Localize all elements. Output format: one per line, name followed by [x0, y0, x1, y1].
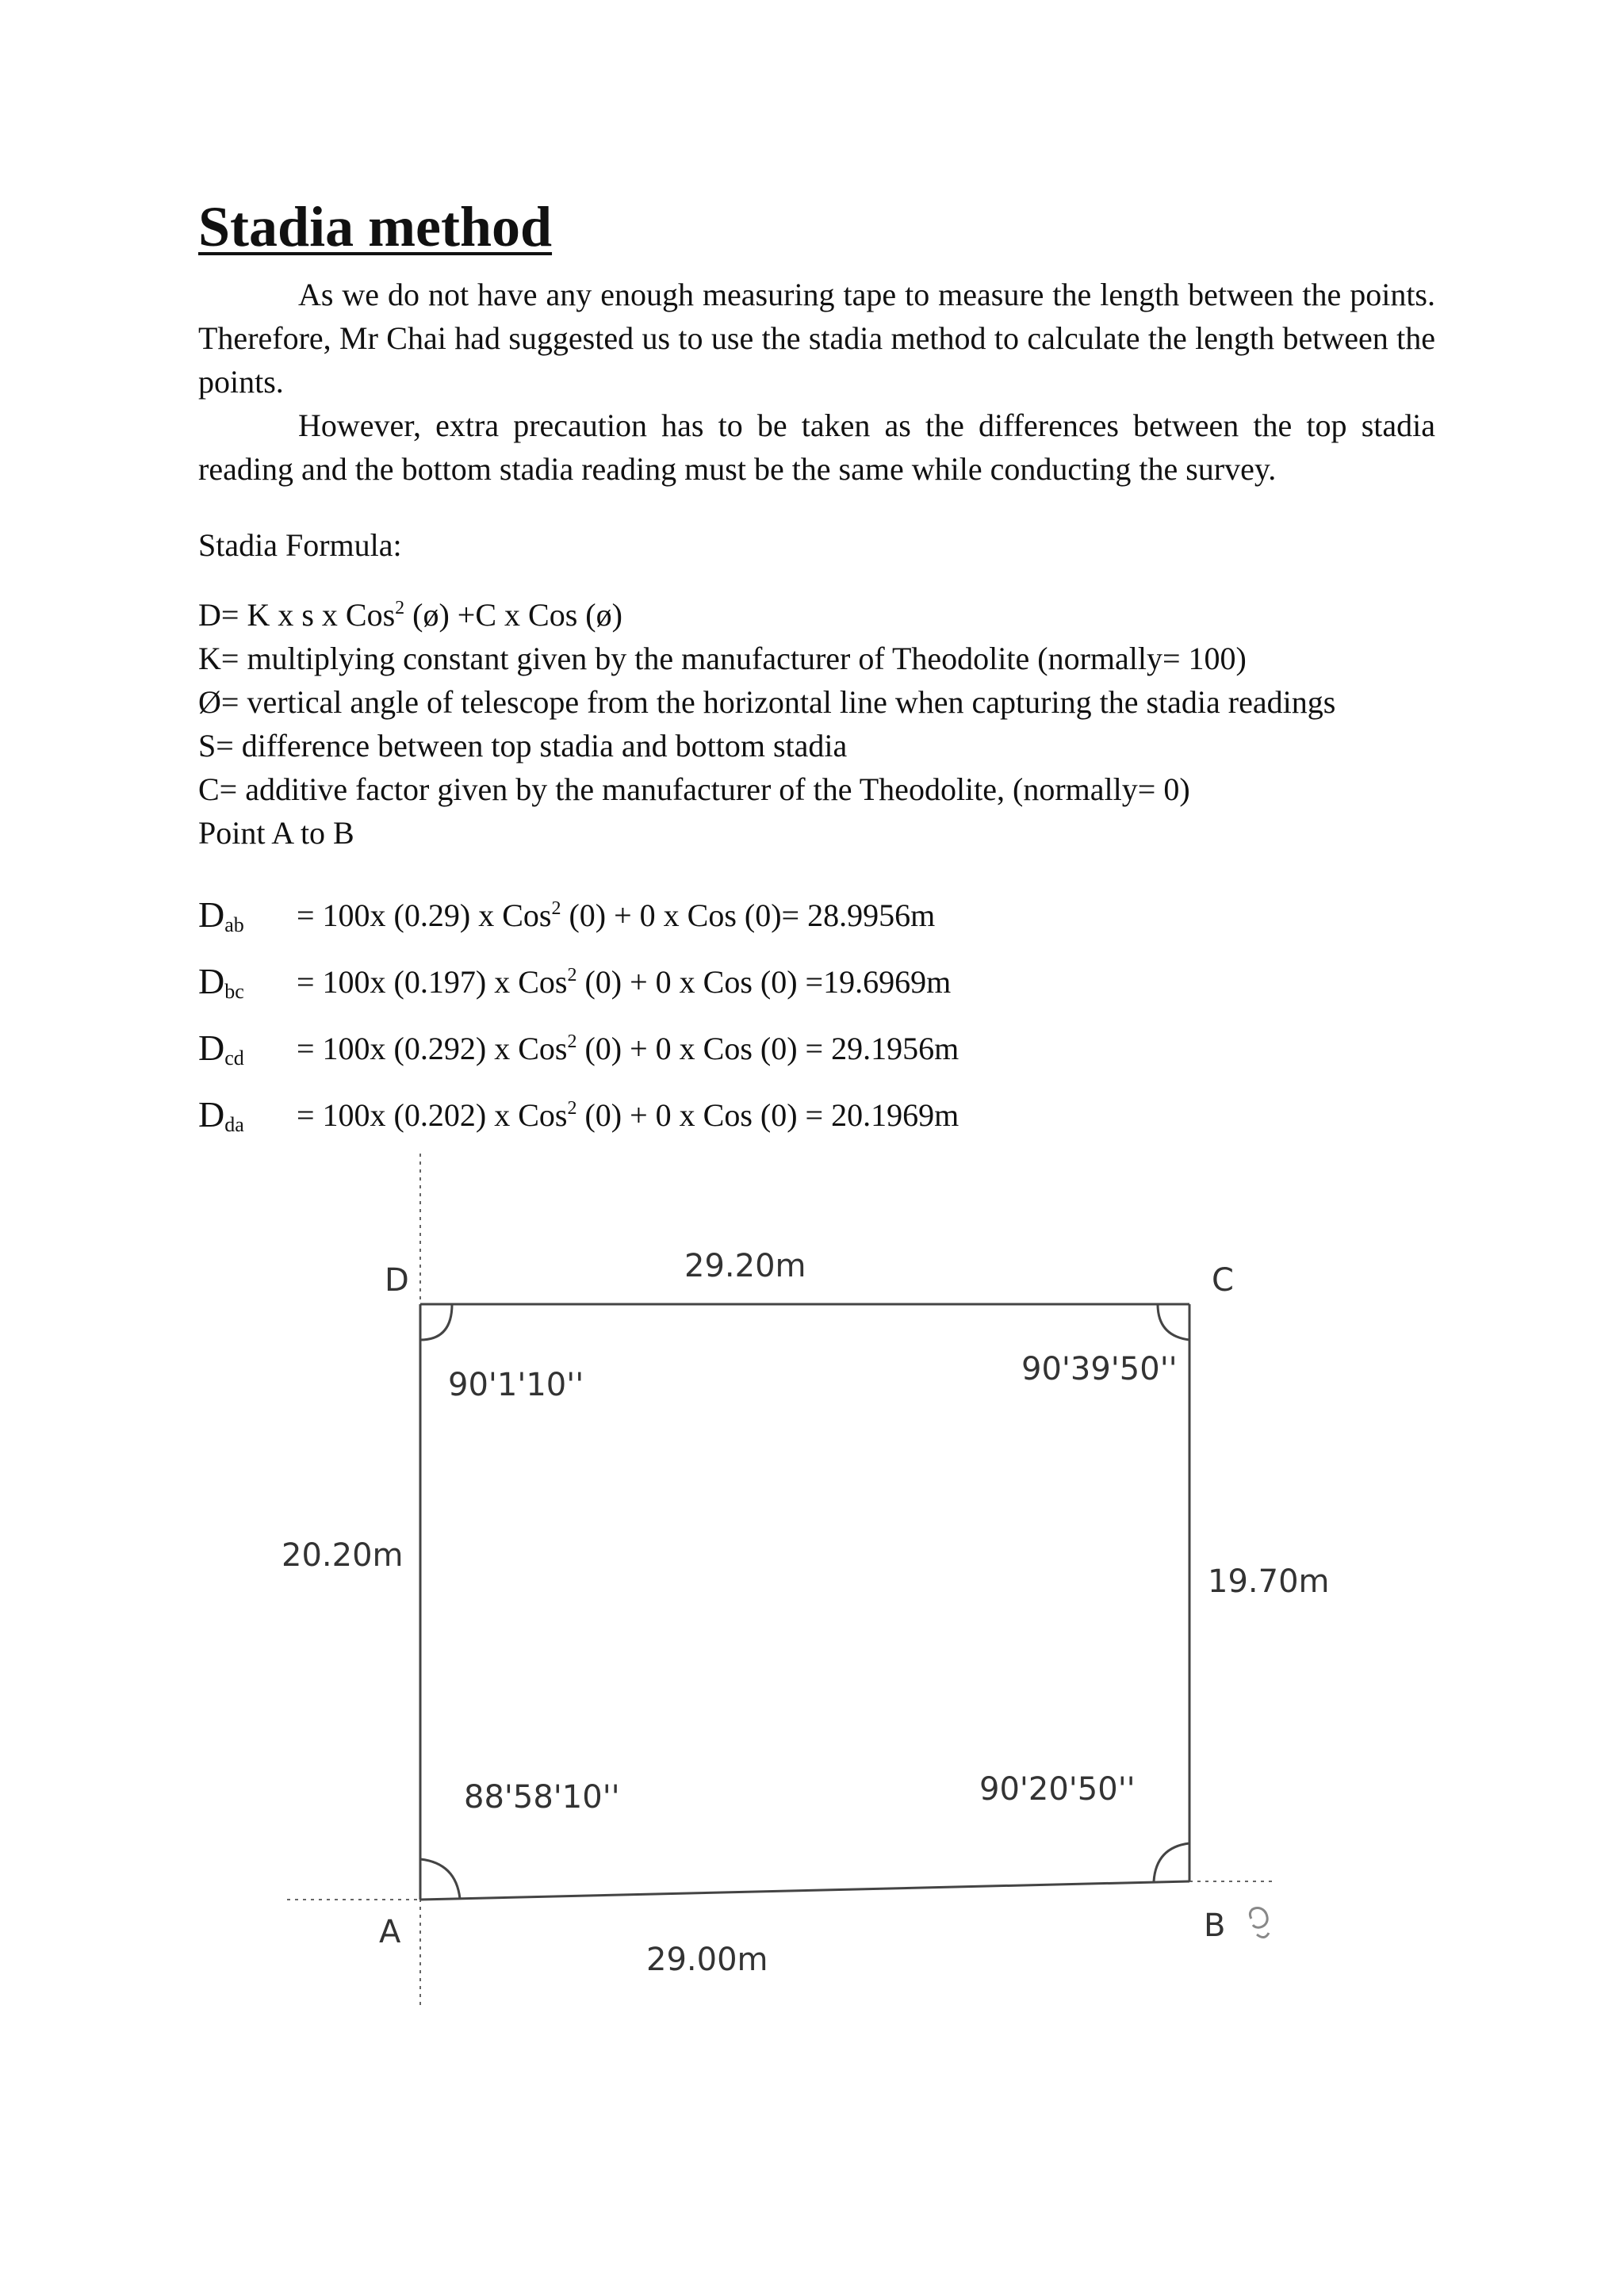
formula-post: (ø) +C x Cos (ø): [404, 597, 622, 633]
angle-arc-d: [420, 1304, 452, 1340]
angle-arc-c: [1158, 1304, 1189, 1340]
equation-variable: $D_{da}$: [198, 1094, 244, 1136]
equation-expression: = 100x (0.202) x Cos$^2$ (0) + 0 x Cos (0) = 20.1969m: [297, 1097, 959, 1133]
equation-expression: = 100x (0.197) x Cos$^2$ (0) + 0 x Cos (0) =19.6969m: [297, 964, 952, 1000]
definition-c: C= additive factor given by the manufacturer of the Theodolite, (normally= 0): [198, 771, 1190, 807]
point-label-b: B: [1204, 1908, 1226, 1944]
angle-value-a: 88'58'10'': [464, 1779, 620, 1816]
side-length-left: 20.20m: [282, 1537, 404, 1574]
point-label-a: A: [379, 1914, 401, 1950]
page-title: Stadia method: [198, 195, 553, 258]
intro-paragraph: As we do not have any enough measuring tape to measure the length between the points. Therefore, Mr Chai had suggested us to use the stadia method to calculate the length between the points.: [198, 277, 1435, 400]
angle-arc-a: [420, 1859, 460, 1899]
scribble-mark: [1250, 1908, 1269, 1937]
angle-value-b: 90'20'50'': [979, 1771, 1136, 1808]
side-ab: [420, 1881, 1189, 1900]
point-a-to-b-label: Point A to B: [198, 815, 354, 851]
formula-superscript: 2: [395, 598, 405, 618]
equation-expression: = 100x (0.292) x Cos$^2$ (0) + 0 x Cos (0) = 29.1956m: [297, 1031, 959, 1066]
angle-value-d: 90'1'10'': [448, 1367, 584, 1403]
equation-variable: $D_{ab}$: [198, 894, 244, 936]
side-length-top: 29.20m: [684, 1248, 806, 1284]
equation-variable: $D_{bc}$: [198, 961, 244, 1003]
point-label-d: D: [385, 1262, 409, 1299]
formula-pre: D= K x s x Cos: [198, 597, 396, 633]
definition-k: K= multiplying constant given by the manufacturer of Theodolite (normally= 100): [198, 641, 1247, 676]
angle-arc-b: [1154, 1843, 1189, 1881]
point-label-c: C: [1212, 1262, 1234, 1299]
definition-angle: Ø= vertical angle of telescope from the horizontal line when capturing the stadia readings: [198, 684, 1336, 720]
formula-heading: Stadia Formula:: [198, 527, 402, 563]
precaution-paragraph: However, extra precaution has to be taken as the differences between the top stadia reading and the bottom stadia reading must be the same while conducting the survey.: [198, 408, 1435, 487]
angle-value-c: 90'39'50'': [1021, 1351, 1178, 1387]
definition-s: S= difference between top stadia and bottom stadia: [198, 728, 848, 763]
equation-expression: = 100x (0.29) x Cos$^2$ (0) + 0 x Cos (0)= 28.9956m: [297, 897, 936, 933]
side-length-bottom: 29.00m: [646, 1942, 768, 1978]
equation-variable: $D_{cd}$: [198, 1027, 244, 1070]
side-length-right: 19.70m: [1208, 1563, 1330, 1600]
